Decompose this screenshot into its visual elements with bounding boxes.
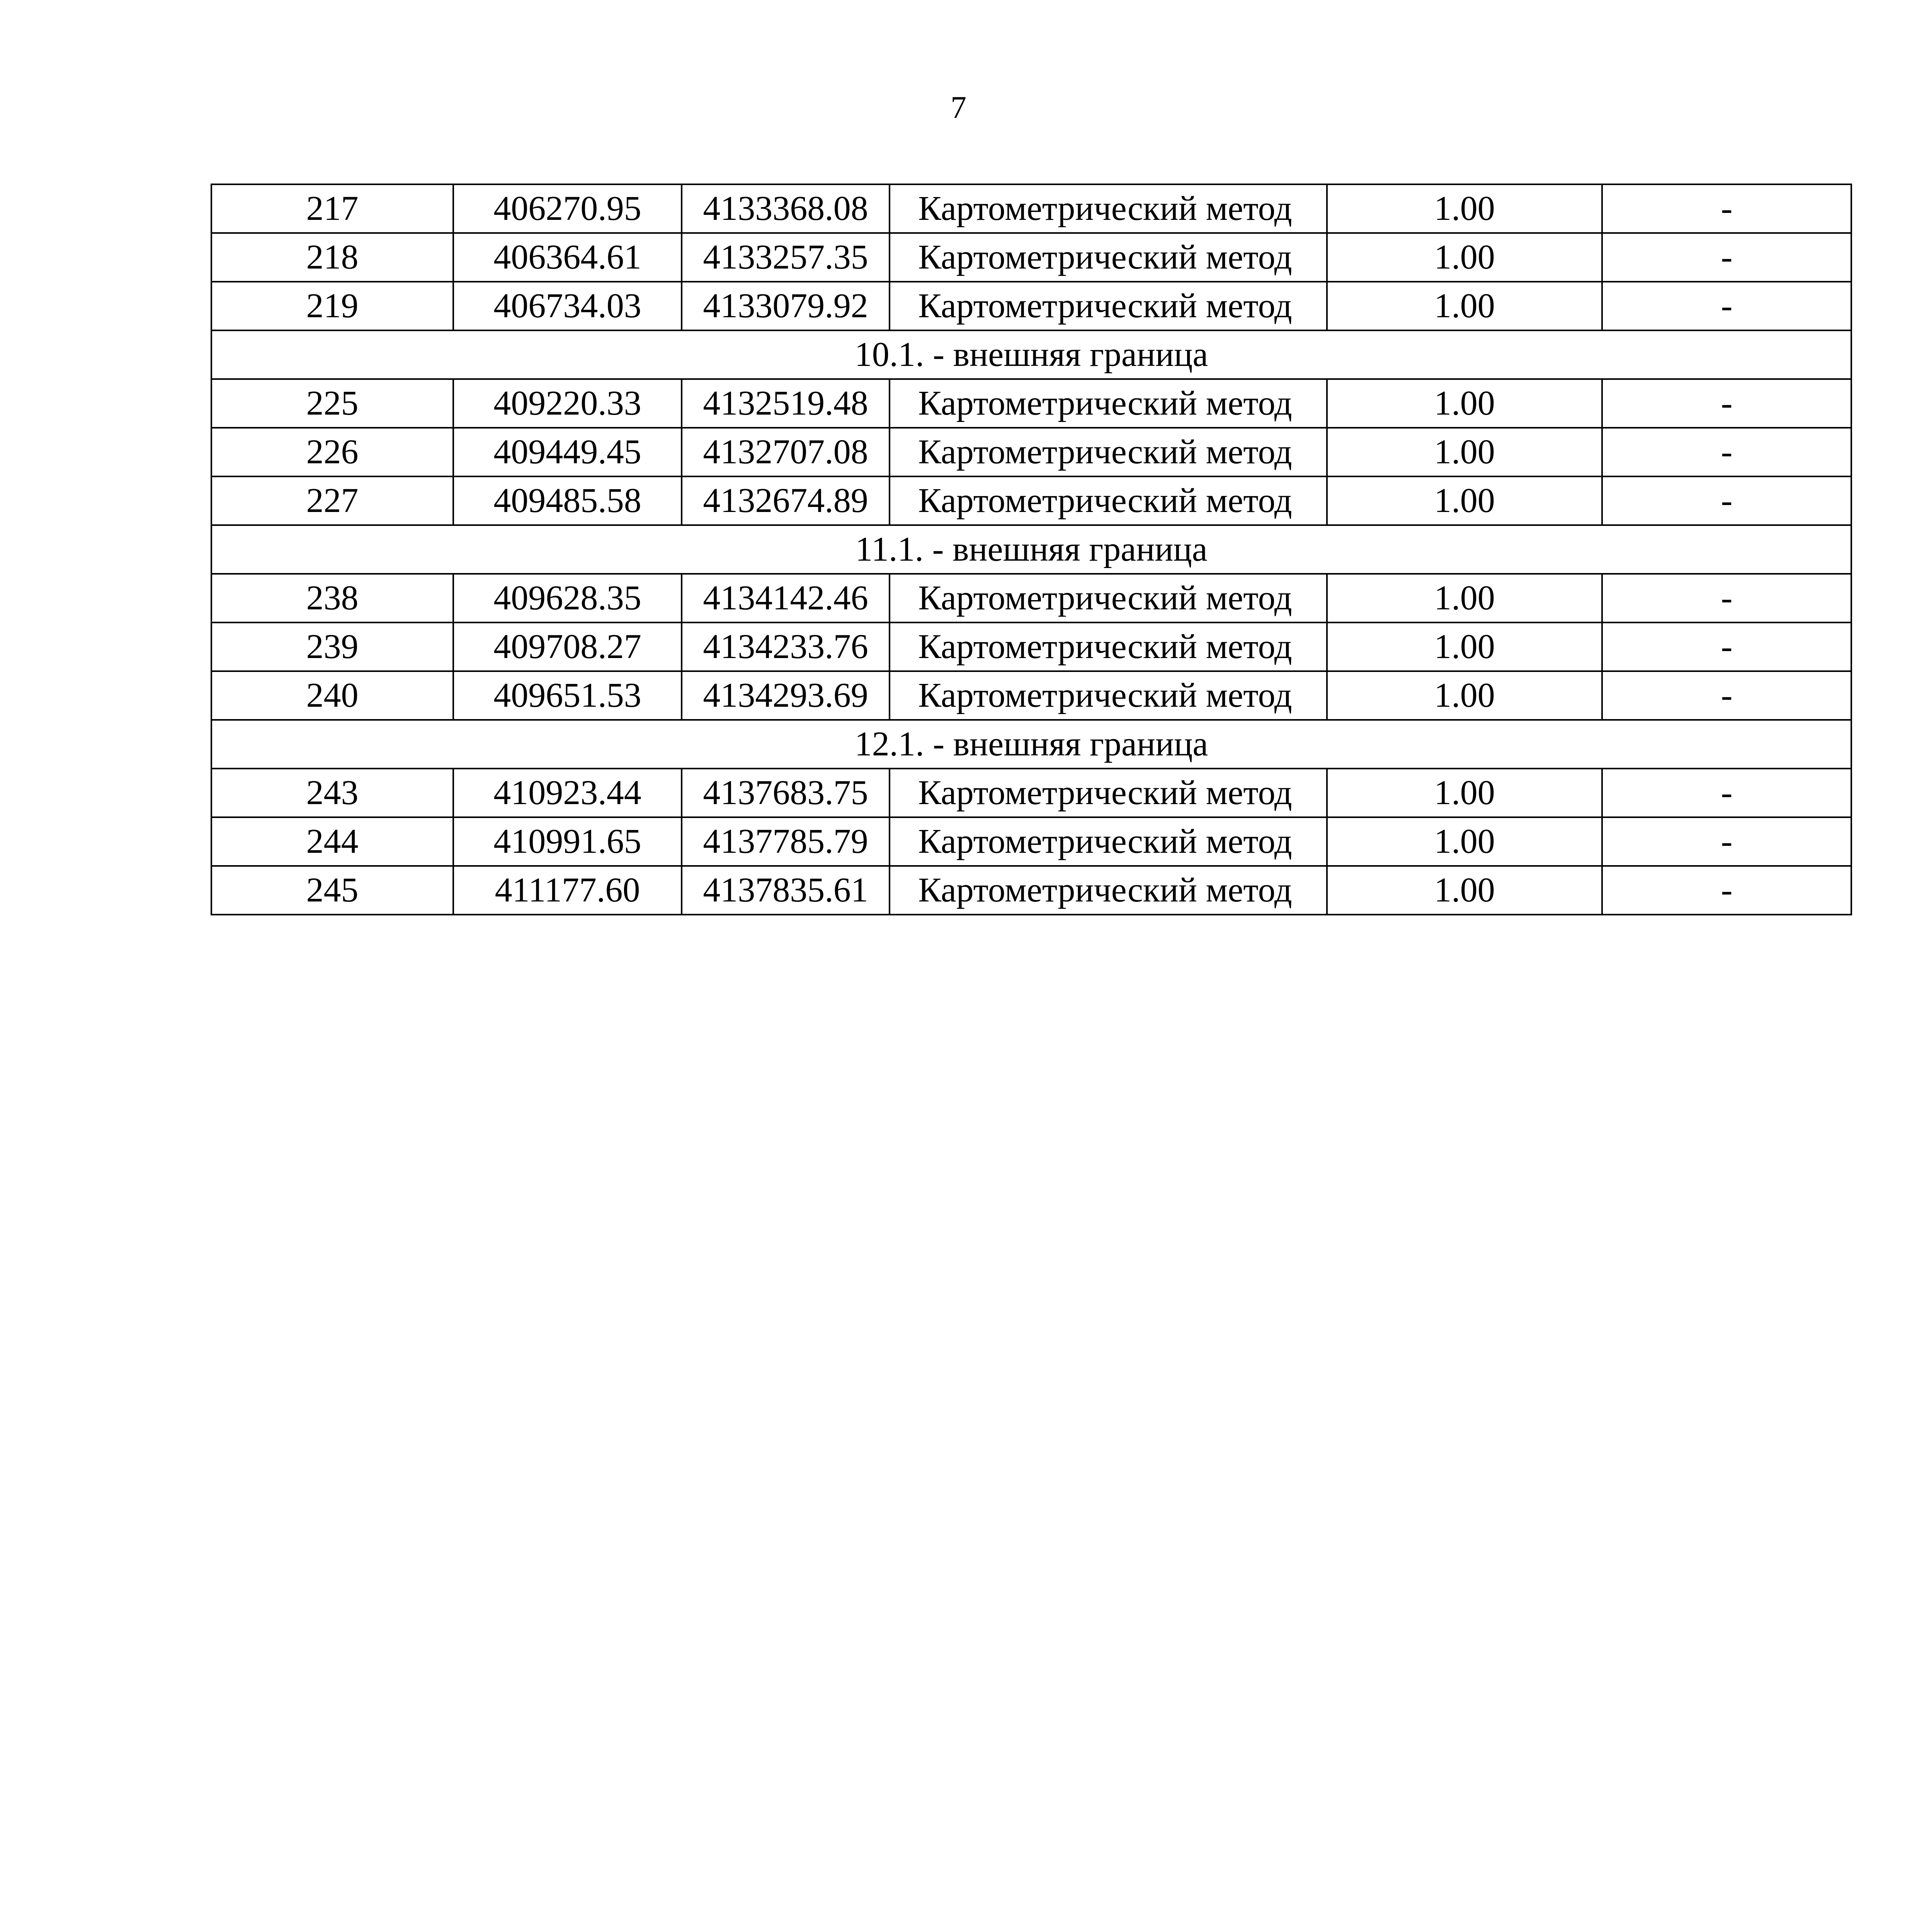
accuracy-cell: 1.00: [1327, 622, 1602, 671]
y-coordinate-cell: 4137785.79: [682, 817, 890, 866]
accuracy-cell: 1.00: [1327, 233, 1602, 282]
table-row: [211, 671, 1851, 720]
method-cell: Картометрический метод: [890, 428, 1327, 476]
description-cell: -: [1602, 184, 1851, 233]
point-number-cell: 245: [211, 866, 453, 915]
accuracy-cell: 1.00: [1327, 282, 1602, 330]
x-coordinate-cell: 409651.53: [453, 671, 682, 720]
point-number-cell: 244: [211, 817, 453, 866]
y-coordinate-cell: 4132519.48: [682, 379, 890, 428]
description-cell: -: [1602, 671, 1851, 720]
point-number-cell: 239: [211, 622, 453, 671]
point-number-cell: 227: [211, 476, 453, 525]
table-row: [211, 574, 1851, 622]
description-cell: -: [1602, 428, 1851, 476]
section-header: 11.1. - внешняя граница: [211, 525, 1851, 574]
point-number-cell: 217: [211, 184, 453, 233]
method-cell: Картометрический метод: [890, 817, 1327, 866]
table-row: [211, 622, 1851, 671]
table-row: [211, 769, 1851, 817]
point-number-cell: 238: [211, 574, 453, 622]
page-number: 7: [951, 90, 966, 125]
y-coordinate-cell: 4137835.61: [682, 866, 890, 915]
method-cell: Картометрический метод: [890, 282, 1327, 330]
coordinates-table-body: [211, 184, 1851, 915]
accuracy-cell: 1.00: [1327, 671, 1602, 720]
x-coordinate-cell: 409220.33: [453, 379, 682, 428]
y-coordinate-cell: 4134233.76: [682, 622, 890, 671]
x-coordinate-cell: 406364.61: [453, 233, 682, 282]
y-coordinate-cell: 4134142.46: [682, 574, 890, 622]
x-coordinate-cell: 406270.95: [453, 184, 682, 233]
method-cell: Картометрический метод: [890, 769, 1327, 817]
method-cell: Картометрический метод: [890, 574, 1327, 622]
point-number-cell: 219: [211, 282, 453, 330]
point-number-cell: 218: [211, 233, 453, 282]
table-row: [211, 476, 1851, 525]
description-cell: -: [1602, 379, 1851, 428]
table-row: [211, 282, 1851, 330]
coordinates-table: [211, 184, 1852, 915]
x-coordinate-cell: 410991.65: [453, 817, 682, 866]
accuracy-cell: 1.00: [1327, 379, 1602, 428]
x-coordinate-cell: 409485.58: [453, 476, 682, 525]
y-coordinate-cell: 4133257.35: [682, 233, 890, 282]
description-cell: -: [1602, 476, 1851, 525]
accuracy-cell: 1.00: [1327, 817, 1602, 866]
x-coordinate-cell: 409628.35: [453, 574, 682, 622]
point-number-cell: 243: [211, 769, 453, 817]
accuracy-cell: 1.00: [1327, 184, 1602, 233]
point-number-cell: 225: [211, 379, 453, 428]
description-cell: -: [1602, 817, 1851, 866]
description-cell: -: [1602, 233, 1851, 282]
y-coordinate-cell: 4137683.75: [682, 769, 890, 817]
table-row: [211, 866, 1851, 915]
x-coordinate-cell: 409449.45: [453, 428, 682, 476]
y-coordinate-cell: 4133079.92: [682, 282, 890, 330]
x-coordinate-cell: 406734.03: [453, 282, 682, 330]
table-row: [211, 428, 1851, 476]
point-number-cell: 226: [211, 428, 453, 476]
accuracy-cell: 1.00: [1327, 476, 1602, 525]
method-cell: Картометрический метод: [890, 476, 1327, 525]
y-coordinate-cell: 4133368.08: [682, 184, 890, 233]
x-coordinate-cell: 409708.27: [453, 622, 682, 671]
accuracy-cell: 1.00: [1327, 866, 1602, 915]
method-cell: Картометрический метод: [890, 866, 1327, 915]
description-cell: -: [1602, 574, 1851, 622]
section-header: 10.1. - внешняя граница: [211, 330, 1851, 379]
x-coordinate-cell: 410923.44: [453, 769, 682, 817]
method-cell: Картометрический метод: [890, 233, 1327, 282]
accuracy-cell: 1.00: [1327, 428, 1602, 476]
method-cell: Картометрический метод: [890, 671, 1327, 720]
accuracy-cell: 1.00: [1327, 574, 1602, 622]
y-coordinate-cell: 4132674.89: [682, 476, 890, 525]
section-header: 12.1. - внешняя граница: [211, 720, 1851, 769]
y-coordinate-cell: 4134293.69: [682, 671, 890, 720]
method-cell: Картометрический метод: [890, 184, 1327, 233]
section-header-row: [211, 330, 1851, 379]
table-row: [211, 379, 1851, 428]
description-cell: -: [1602, 769, 1851, 817]
section-header-row: [211, 525, 1851, 574]
description-cell: -: [1602, 282, 1851, 330]
y-coordinate-cell: 4132707.08: [682, 428, 890, 476]
table-row: [211, 184, 1851, 233]
table-row: [211, 233, 1851, 282]
x-coordinate-cell: 411177.60: [453, 866, 682, 915]
accuracy-cell: 1.00: [1327, 769, 1602, 817]
method-cell: Картометрический метод: [890, 379, 1327, 428]
method-cell: Картометрический метод: [890, 622, 1327, 671]
description-cell: -: [1602, 866, 1851, 915]
point-number-cell: 240: [211, 671, 453, 720]
table-row: [211, 817, 1851, 866]
description-cell: -: [1602, 622, 1851, 671]
section-header-row: [211, 720, 1851, 769]
